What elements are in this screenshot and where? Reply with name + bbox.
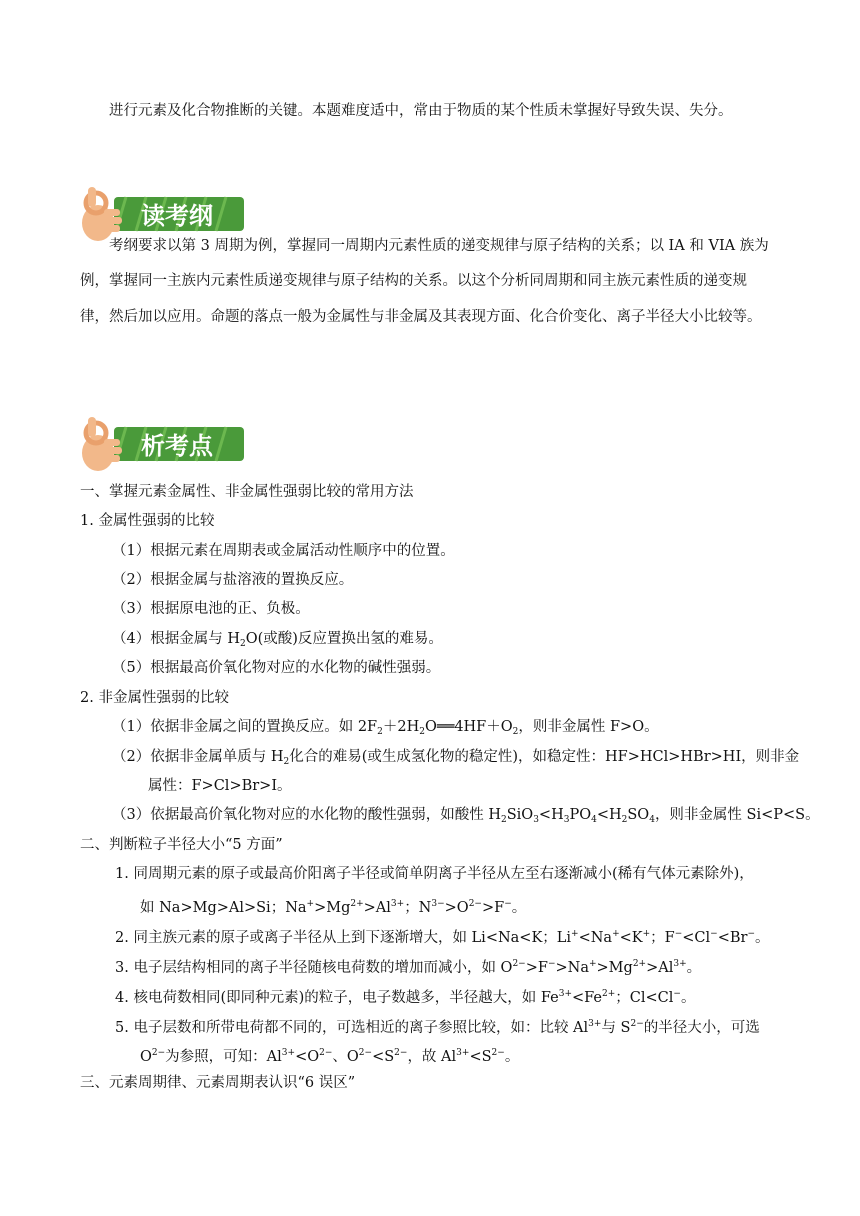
metal-item-1: （1）根据元素在周期表或金属活动性顺序中的位置。 (112, 543, 455, 559)
section-1-title: 一、掌握元素金属性、非金属性强弱比较的常用方法 (80, 484, 414, 500)
section-3-title: 三、元素周期律、元素周期表认识“6 误区” (80, 1075, 356, 1091)
radius-item-5: 5. 电子层数和所带电荷都不同的，可选相近的离子参照比较，如：比较 $Al^{3+}$与 $S^{2-}$的半径大小，可选 (115, 1019, 760, 1036)
nonmetal-item-1: （1）依据非金属之间的置换反应。如 $2F_2+2H_2O══4HF+O_2$，则非金属性 F>O。 (112, 719, 659, 737)
nonmetal-item-2-cont: 属性：F>Cl>Br>I。 (148, 778, 292, 794)
section-2-title: 二、判断粒子半径大小“5 方面” (80, 837, 283, 853)
radius-item-1: 1. 同周期元素的原子或最高价阳离子半径或简单阴离子半径从左至右逐渐减小(稀有气体元素除外)， (115, 866, 754, 882)
syllabus-line-3: 律，然后加以应用。命题的落点一般为金属性与非金属及其表现方面、化合价变化、离子半径大小比较等。 (80, 309, 762, 325)
metal-item-2: （2）根据金属与盐溶液的置换反应。 (112, 572, 354, 588)
nonmetal-item-3: （3）依据最高价氧化物对应的水化物的酸性强弱，如酸性 $H_2SiO_3<H_3PO_4<H_2SO_4$，则非金属性 Si<P<S。 (112, 807, 820, 825)
nonmetal-item-2: （2）依据非金属单质与 $H_2$化合的难易(或生成氢化物的稳定性)，如稳定性：HF>HCl>HBr>HI，则非金 (112, 749, 800, 767)
intro-text: 进行元素及化合物推断的关键。本题难度适中，常由于物质的某个性质未掌握好导致失误、失分。 (109, 103, 733, 119)
syllabus-line-2: 例，掌握同一主族内元素性质递变规律与原子结构的关系。以这个分析同周期和同主族元素性质的递变规 (80, 273, 747, 289)
syllabus-line-1: 考纲要求以第 3 周期为例，掌握同一周期内元素性质的递变规律与原子结构的关系；以 IA 和 VIA 族为 (109, 238, 769, 254)
banner-title: 析考点 (141, 432, 213, 460)
banner-analyze-points (76, 413, 246, 477)
metal-item-5: （5）根据最高价氧化物对应的水化物的碱性强弱。 (112, 660, 441, 676)
banner-title: 读考纲 (141, 202, 213, 230)
ok-hand-icon (76, 413, 246, 477)
metal-title: 1. 金属性强弱的比较 (80, 513, 215, 529)
radius-item-2: 2. 同主族元素的原子或离子半径从上到下逐渐增大，如 Li<Na<K；Li+<Na+<K+；F−<Cl−<Br−。 (115, 929, 770, 946)
radius-item-1-cont: 如 Na>Mg>Al>Si；$Na^+>Mg^{2+}>Al^{3+}$；$N^{3-}>O^{2-}>F^-$。 (140, 899, 527, 916)
radius-item-3: 3. 电子层结构相同的离子半径随核电荷数的增加而减小，如 $O^{2-}>F^->Na^+>Mg^{2+}>Al^{3+}$。 (115, 959, 702, 976)
radius-item-5-cont: $O^{2-}$为参照，可知：$Al^{3+}<O^{2-}$、$O^{2-}<S^{2-}$，故 $Al^{3+}<S^{2-}$。 (140, 1048, 520, 1065)
metal-item-3: （3）根据原电池的正、负极。 (112, 601, 310, 617)
metal-item-4: （4）根据金属与 $H_2O$(或酸)反应置换出氢的难易。 (112, 631, 443, 649)
radius-item-4: 4. 核电荷数相同(即同种元素)的粒子，电子数越多，半径越大，如 $Fe^{3+}<Fe^{2+}$；Cl<Cl−。 (115, 989, 696, 1006)
nonmetal-title: 2. 非金属性强弱的比较 (80, 690, 229, 706)
